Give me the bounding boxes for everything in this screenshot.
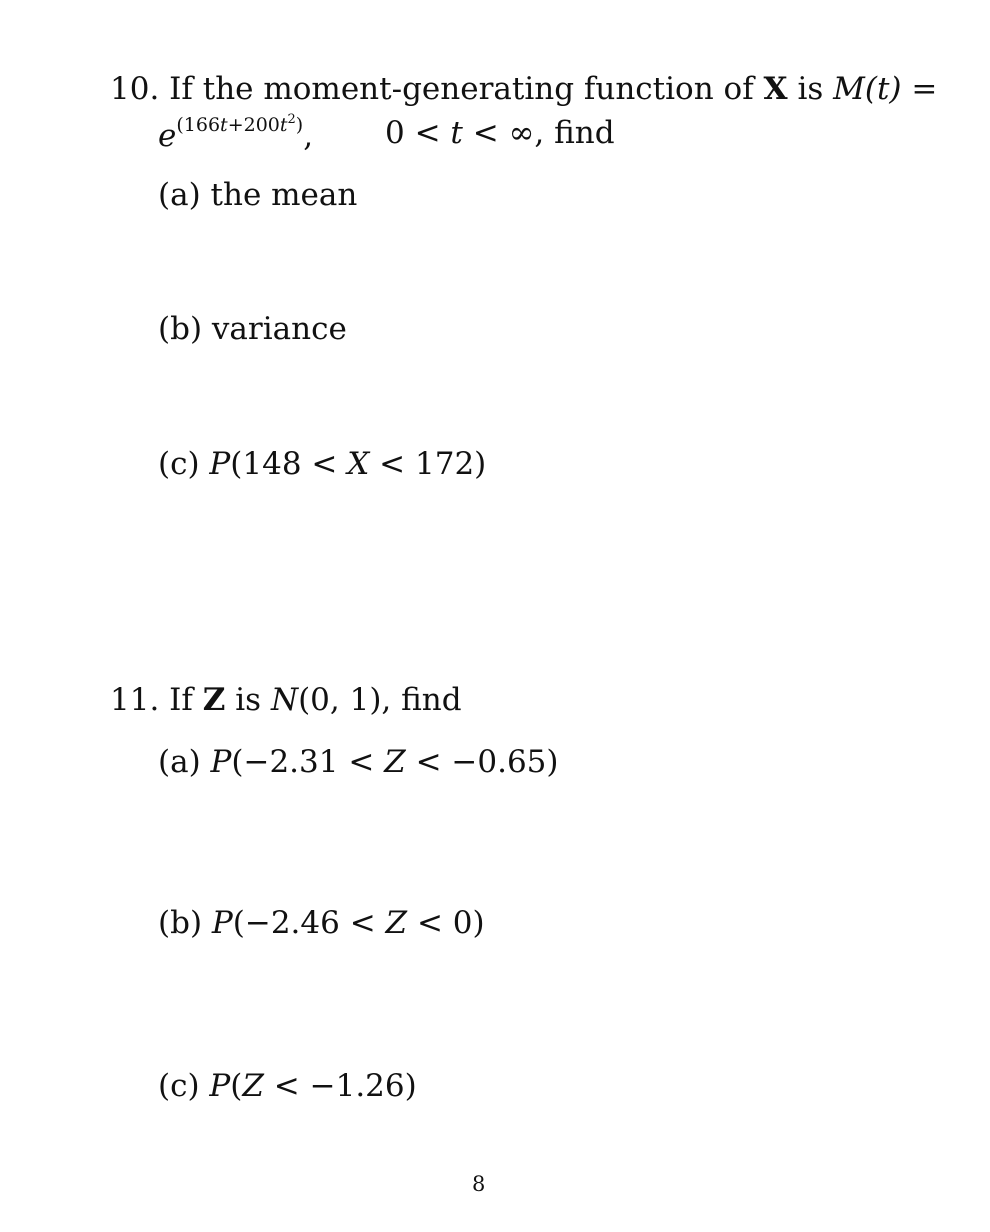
q11-question-line	[110, 682, 462, 718]
q11-part-c-z: Z	[242, 1068, 264, 1104]
q11-number: 11.	[110, 682, 160, 718]
q10-exp-close: )	[295, 114, 304, 136]
q10-domain	[385, 115, 615, 151]
q10-exp-open: (166	[176, 114, 221, 136]
q11-part-c-open: (	[230, 1068, 243, 1104]
q10-domain-rhs: < ∞, find	[472, 115, 615, 151]
q10-mgf-formula	[158, 112, 314, 154]
q11-distribution	[271, 682, 462, 718]
q11-part-c-label: (c)	[158, 1068, 200, 1104]
q11-part-c-p: P	[209, 1068, 231, 1104]
q11-part-c-expression	[209, 1068, 416, 1104]
q10-part-a	[158, 177, 357, 213]
q11-part-a-p: P	[210, 744, 232, 780]
q11-part-b-label: (b)	[158, 905, 203, 941]
q10-part-c-label: (c)	[158, 446, 200, 482]
q10-part-b	[158, 311, 347, 347]
q10-exp-power: 2	[287, 112, 296, 127]
q11-part-b	[158, 905, 485, 941]
q10-question-line1	[110, 71, 937, 107]
q11-part-c	[158, 1068, 417, 1104]
q11-part-b-p: P	[211, 905, 233, 941]
q10-part-a-text: the mean	[210, 177, 358, 213]
q10-mgf-expression: M(t)	[833, 71, 902, 107]
q10-part-c-close: < 172)	[379, 446, 487, 482]
q11-part-b-expression	[212, 905, 485, 941]
q11-dist-params: (0, 1), find	[298, 682, 462, 718]
q11-part-b-open: (−2.46 <	[232, 905, 376, 941]
q11-part-a-expression	[211, 744, 559, 780]
q10-text-is: is	[797, 71, 824, 107]
q10-part-c-open: (148 <	[230, 446, 338, 482]
q10-exp-t2: t	[279, 114, 288, 136]
q11-part-a-open: (−2.31 <	[231, 744, 375, 780]
q11-part-a-close: < −0.65)	[415, 744, 559, 780]
q11-text-if: If	[169, 682, 193, 718]
q11-text-is: is	[235, 682, 262, 718]
q11-part-a	[158, 744, 559, 780]
q11-dist-n: N	[270, 682, 299, 718]
q10-text-prefix: If the moment-generating function of	[169, 71, 754, 107]
q10-part-c-expression	[209, 446, 486, 482]
q10-base-e: e	[158, 118, 177, 154]
q10-domain-t: t	[450, 115, 463, 151]
q10-exponent	[176, 114, 303, 136]
q10-var-x: X	[763, 71, 788, 107]
q10-exp-mid: +200	[227, 114, 280, 136]
q10-part-a-label: (a)	[158, 177, 201, 213]
q10-part-c-p: P	[209, 446, 231, 482]
q11-part-a-label: (a)	[158, 744, 201, 780]
page-number: 8	[472, 1172, 486, 1196]
q10-part-c-x: X	[347, 446, 370, 482]
q10-exp-t1: t	[220, 114, 228, 136]
q11-part-c-close: < −1.26)	[273, 1068, 417, 1104]
q10-part-b-text: variance	[211, 311, 347, 347]
q10-number: 10.	[110, 71, 160, 107]
q11-var-z: Z	[202, 682, 226, 718]
q10-comma: ,	[303, 118, 314, 154]
q10-part-b-label: (b)	[158, 311, 203, 347]
q11-part-b-close: < 0)	[416, 905, 485, 941]
q10-equals: =	[911, 71, 938, 107]
q10-question-line2	[158, 112, 314, 161]
q11-part-b-z: Z	[385, 905, 408, 941]
q11-part-a-z: Z	[384, 744, 406, 780]
q10-domain-lhs: 0 <	[385, 115, 441, 151]
q10-part-c	[158, 446, 486, 482]
